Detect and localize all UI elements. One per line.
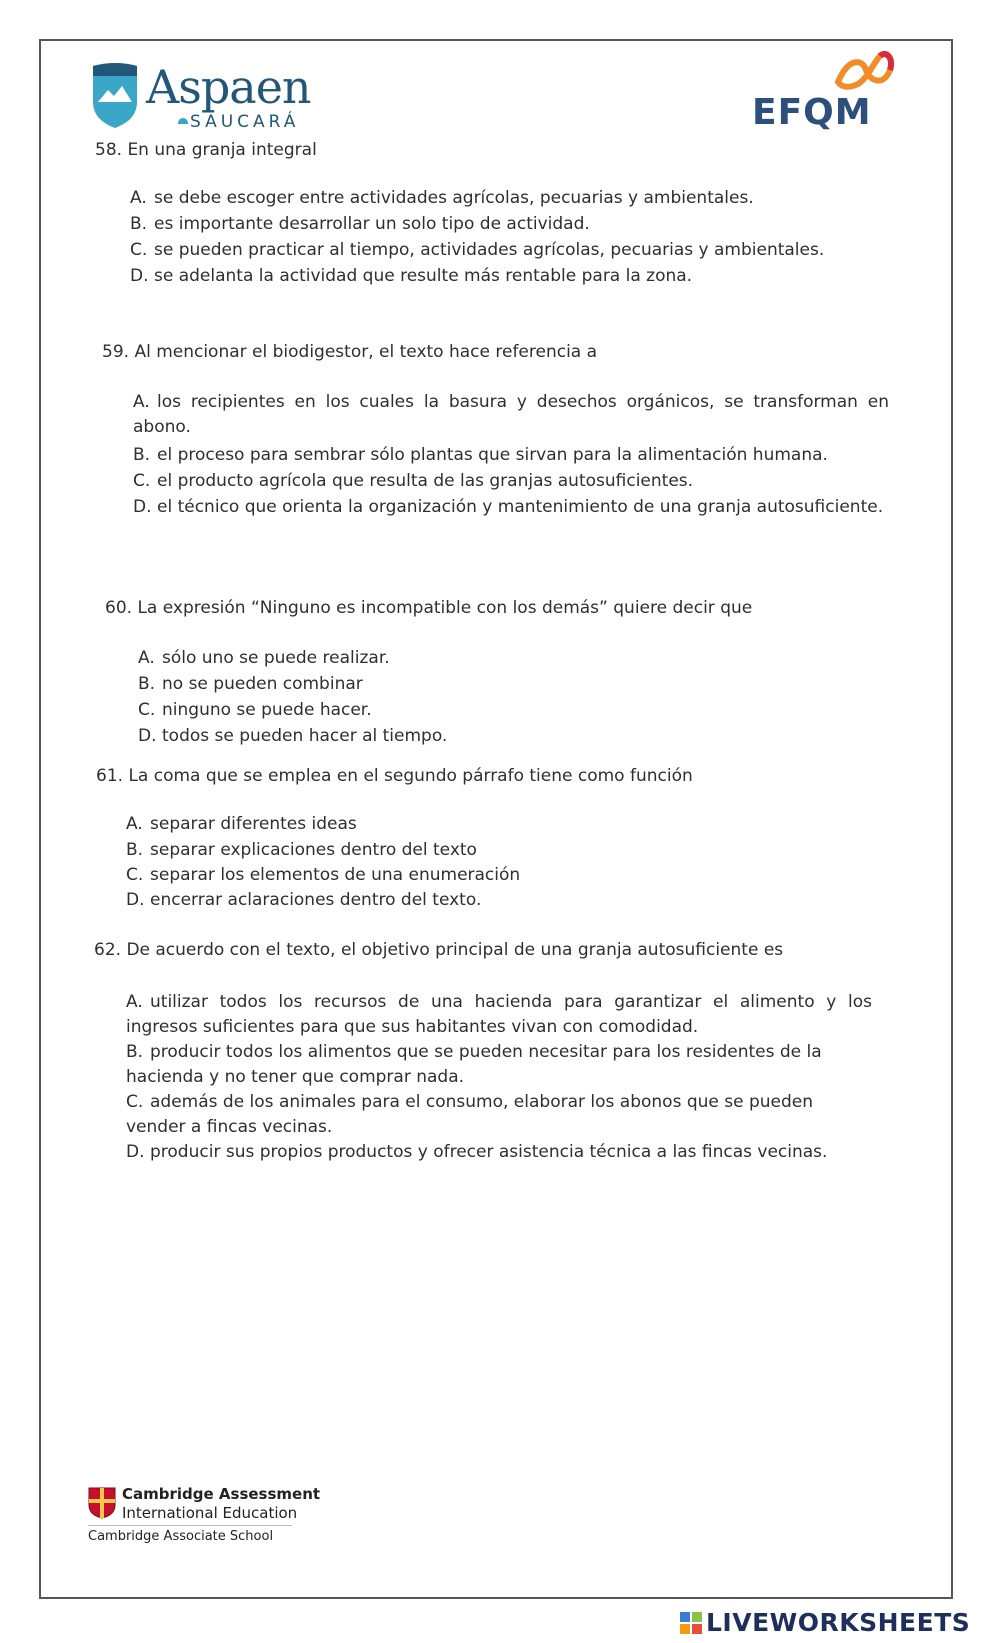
aspaen-dot	[178, 118, 188, 124]
option-text: producir sus propios productos y ofrecer asistencia técnica a las fincas vecinas.	[150, 1142, 828, 1162]
efqm-mark-icon	[834, 48, 896, 92]
cambridge-line1: Cambridge Assessment	[122, 1485, 321, 1503]
option-letter: A.	[138, 648, 155, 668]
option-text: separar diferentes ideas	[150, 814, 357, 834]
option-text: separar explicaciones dentro del texto	[150, 840, 477, 860]
question-61-option-b[interactable]	[126, 838, 477, 863]
question-58-stem: 58. En una granja integral	[95, 140, 317, 160]
question-59-option-b[interactable]	[133, 443, 828, 468]
option-letter: A.	[133, 392, 150, 412]
question-62-option-d[interactable]	[126, 1140, 872, 1165]
option-letter: B.	[126, 1042, 144, 1062]
question-61-stem: 61. La coma que se emplea en el segundo párrafo tiene como función	[96, 766, 693, 786]
question-58-option-b[interactable]	[130, 212, 590, 237]
option-text: se adelanta la actividad que resulte más rentable para la zona.	[154, 266, 693, 286]
question-62-option-b[interactable]	[126, 1040, 872, 1090]
option-text: el producto agrícola que resulta de las granjas autosuficientes.	[157, 471, 694, 491]
option-text: el proceso para sembrar sólo plantas que sirvan para la alimentación humana.	[157, 445, 828, 465]
option-text: encerrar aclaraciones dentro del texto.	[150, 890, 482, 910]
option-text: utilizar todos los recursos de una hacienda para garantizar el alimento y los ingresos suficientes para que sus habitantes vivan con comodidad.	[126, 992, 872, 1037]
option-letter: B.	[126, 840, 144, 860]
option-letter: C.	[133, 471, 151, 491]
aspaen-logo	[90, 62, 350, 137]
question-58-option-d[interactable]	[130, 264, 692, 289]
option-letter: D.	[130, 266, 149, 286]
question-60-option-c[interactable]	[138, 698, 372, 723]
option-letter: C.	[138, 700, 156, 720]
cambridge-associate-text: Cambridge Associate School	[88, 1529, 274, 1544]
option-letter: D.	[138, 726, 157, 746]
cambridge-logo	[88, 1485, 321, 1525]
option-letter: D.	[133, 497, 152, 517]
question-60-option-a[interactable]	[138, 646, 390, 671]
option-text: se debe escoger entre actividades agrícolas, pecuarias y ambientales.	[154, 188, 754, 208]
school-name: Aspaen	[146, 60, 311, 114]
option-letter: A.	[126, 814, 143, 834]
school-subname: SAUCARÁ	[190, 112, 300, 132]
cambridge-line2: International Education	[122, 1504, 298, 1522]
option-text: separar los elementos de una enumeración	[150, 865, 521, 885]
question-61-option-d[interactable]	[126, 888, 481, 913]
option-letter: A.	[126, 992, 143, 1012]
option-letter: C.	[126, 1092, 144, 1112]
question-62-option-c[interactable]	[126, 1090, 872, 1140]
liveworksheets-icon	[680, 1612, 702, 1634]
cambridge-shield-icon	[88, 1487, 116, 1519]
option-letter: D.	[126, 890, 145, 910]
question-58-option-a[interactable]	[130, 186, 754, 211]
option-letter: B.	[138, 674, 156, 694]
option-letter: C.	[126, 865, 144, 885]
question-59-option-d[interactable]	[133, 495, 889, 520]
option-text: ninguno se puede hacer.	[162, 700, 372, 720]
cambridge-divider	[88, 1525, 292, 1526]
option-text: sólo uno se puede realizar.	[162, 648, 390, 668]
option-letter: B.	[130, 214, 148, 234]
question-59-option-a[interactable]	[133, 390, 889, 440]
option-letter: A.	[130, 188, 147, 208]
efqm-text: EFQM	[752, 92, 872, 133]
liveworksheets-text: LIVEWORKSHEETS	[706, 1608, 971, 1637]
option-text: no se pueden combinar	[162, 674, 363, 694]
question-62-stem: 62. De acuerdo con el texto, el objetivo principal de una granja autosuficiente es	[94, 940, 784, 960]
option-letter: D.	[126, 1142, 145, 1162]
efqm-logo	[752, 48, 902, 143]
question-60-option-b[interactable]	[138, 672, 363, 697]
option-letter: C.	[130, 240, 148, 260]
option-text: se pueden practicar al tiempo, actividades agrícolas, pecuarias y ambientales.	[154, 240, 825, 260]
option-letter: B.	[133, 445, 151, 465]
aspaen-shield-icon	[90, 62, 140, 128]
option-text: todos se pueden hacer al tiempo.	[162, 726, 448, 746]
question-58-option-c[interactable]	[130, 238, 824, 263]
question-60-stem: 60. La expresión “Ninguno es incompatible con los demás” quiere decir que	[105, 598, 753, 618]
option-text: el técnico que orienta la organización y mantenimiento de una granja autosuficiente.	[157, 497, 884, 517]
question-60-option-d[interactable]	[138, 724, 447, 749]
question-59-option-c[interactable]	[133, 469, 693, 494]
question-61-option-a[interactable]	[126, 812, 357, 837]
question-62-option-a[interactable]	[126, 990, 872, 1040]
question-59-stem: 59. Al mencionar el biodigestor, el texto hace referencia a	[102, 342, 598, 362]
option-text: además de los animales para el consumo, elaborar los abonos que se pueden vender a fincas vecinas.	[126, 1092, 814, 1137]
option-text: los recipientes en los cuales la basura y desechos orgánicos, se transforman en abono.	[133, 392, 889, 437]
option-text: producir todos los alimentos que se pueden necesitar para los residentes de la hacienda y no tener que comprar nada.	[126, 1042, 822, 1087]
option-text: es importante desarrollar un solo tipo de actividad.	[154, 214, 590, 234]
question-61-option-c[interactable]	[126, 863, 520, 888]
